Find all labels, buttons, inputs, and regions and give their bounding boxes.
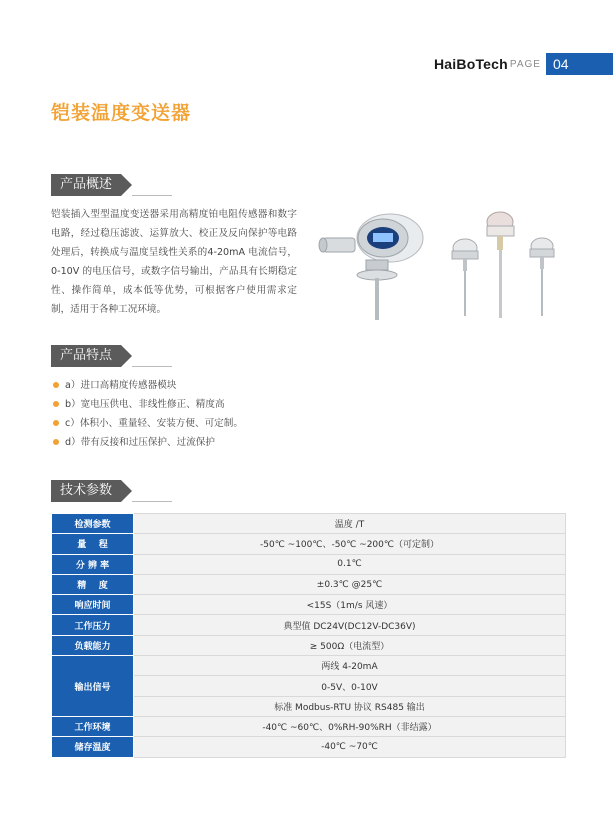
table-row bbox=[52, 595, 566, 615]
section-heading-label: 技术参数 bbox=[51, 480, 121, 502]
table-row bbox=[52, 737, 566, 757]
spec-value: 标准 Modbus-RTU 协议 RS485 输出 bbox=[134, 696, 566, 716]
spec-label: 量 程 bbox=[52, 534, 134, 554]
spec-label: 输出信号 bbox=[52, 656, 134, 717]
table-row bbox=[52, 534, 566, 554]
transmitter-display-head-image bbox=[319, 214, 423, 320]
transmitter-junction-head-image-1 bbox=[452, 239, 478, 316]
table-row bbox=[52, 574, 566, 594]
section-underline bbox=[132, 366, 172, 367]
spec-value: <15S（1m/s 风速） bbox=[134, 595, 566, 615]
table-row bbox=[52, 716, 566, 736]
feature-item: b）宽电压供电、非线性修正、精度高 bbox=[53, 395, 243, 414]
spec-value: ±0.3℃ @25℃ bbox=[134, 574, 566, 594]
transmitter-junction-head-image-3 bbox=[530, 238, 554, 316]
table-row bbox=[52, 635, 566, 655]
product-photos bbox=[310, 208, 564, 326]
page-label: PAGE bbox=[509, 58, 541, 70]
spec-label: 响应时间 bbox=[52, 595, 134, 615]
spec-label: 检测参数 bbox=[52, 514, 134, 534]
section-heading-label: 产品概述 bbox=[51, 174, 121, 196]
bullet-dot-icon bbox=[53, 439, 59, 445]
spec-label: 储存温度 bbox=[52, 737, 134, 757]
overview-text: 铠装插入型型温度变送器采用高精度铂电阻传感器和数字电路，经过稳压滤波、运算放大、校正及反向保护等电路处理后，转换成与温度呈线性关系的4-20mA 电流信号，0-10V 的电压信号，或数字信号输出，产品具有长期稳定性、操作简单，成本低等优势，可根据客户使用需求定制，适用于各种工况环境。 bbox=[51, 209, 297, 315]
spec-value: 温度 /T bbox=[134, 514, 566, 534]
spec-label: 分 辨 率 bbox=[52, 554, 134, 574]
section-underline bbox=[132, 501, 172, 502]
table-row bbox=[52, 554, 566, 574]
spec-label: 工作压力 bbox=[52, 615, 134, 635]
page-header bbox=[434, 52, 613, 76]
spec-table bbox=[51, 513, 566, 758]
section-heading-arrow bbox=[121, 174, 132, 196]
section-underline bbox=[132, 195, 172, 196]
feature-item: c）体积小、重量轻、安装方便、可定制。 bbox=[53, 414, 243, 433]
feature-item: d）带有反接和过压保护、过流保护 bbox=[53, 433, 243, 452]
feature-item: a）进口高精度传感器模块 bbox=[53, 376, 243, 395]
spec-value: 两线 4-20mA bbox=[134, 656, 566, 676]
page-title: 铠装温度变送器 bbox=[51, 102, 192, 124]
spec-value: 0-5V、0-10V bbox=[134, 676, 566, 696]
spec-label: 工作环境 bbox=[52, 716, 134, 736]
table-row bbox=[52, 656, 566, 676]
spec-value: -40℃ ~70℃ bbox=[134, 737, 566, 757]
section-heading-label: 产品特点 bbox=[51, 345, 121, 367]
bullet-dot-icon bbox=[53, 401, 59, 407]
section-heading-arrow bbox=[121, 480, 132, 502]
spec-label: 精 度 bbox=[52, 574, 134, 594]
transmitter-junction-head-image-2 bbox=[487, 212, 514, 318]
brand-logo: HaiBoTech bbox=[434, 56, 508, 72]
spec-label: 负载能力 bbox=[52, 635, 134, 655]
spec-value: -40℃ ~60℃、0%RH-90%RH（非结露） bbox=[134, 716, 566, 736]
spec-value: 典型值 DC24V(DC12V-DC36V) bbox=[134, 615, 566, 635]
bullet-dot-icon bbox=[53, 420, 59, 426]
spec-value: ≥ 500Ω（电流型） bbox=[134, 635, 566, 655]
page-number: 04 bbox=[546, 53, 613, 75]
table-row bbox=[52, 615, 566, 635]
spec-value: -50℃ ~100℃、-50℃ ~200℃（可定制） bbox=[134, 534, 566, 554]
feature-list bbox=[53, 376, 243, 452]
bullet-dot-icon bbox=[53, 382, 59, 388]
table-row bbox=[52, 514, 566, 534]
spec-value: 0.1℃ bbox=[134, 554, 566, 574]
section-heading-arrow bbox=[121, 345, 132, 367]
